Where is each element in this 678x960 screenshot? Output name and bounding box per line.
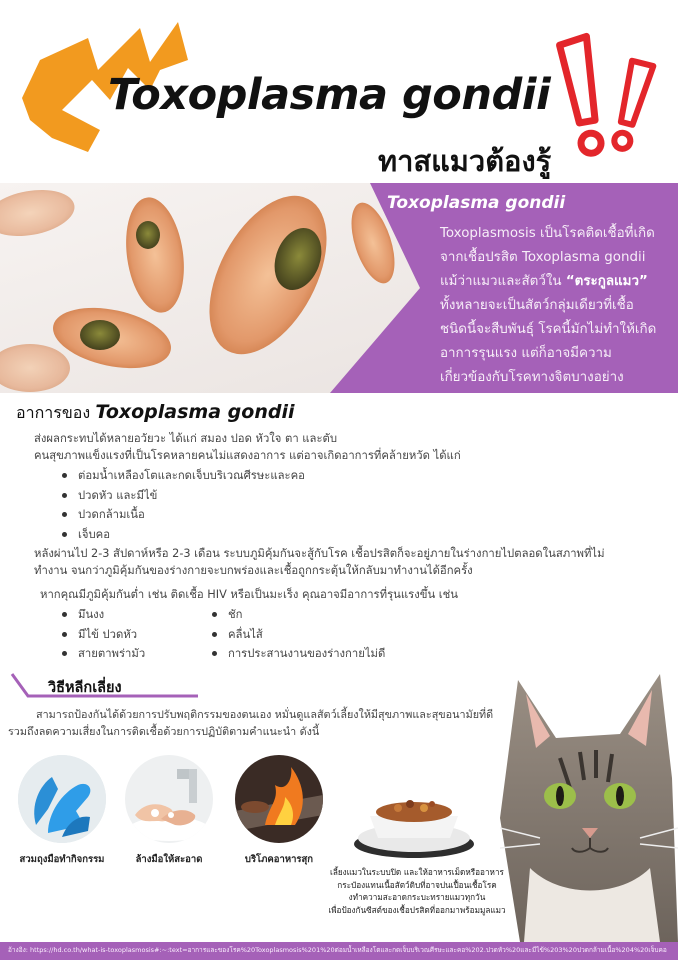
intro-line: ชนิดนี้จะสืบพันธุ์ โรคนี้มักไม่ทำให้เกิด (440, 322, 657, 337)
after-weeks-text: หลังผ่านไป 2-3 สัปดาห์หรือ 2-3 เดือน ระบบภูมิคุ้มกันจะสู้กับโรค เชื้อปรสิตก็จะอยู่ภายในร่างกายไปตลอดในสภาพที่ไม่ (34, 547, 605, 560)
prevention-intro: สามารถป้องกันได้ด้วยการปรับพฤติกรรมของตนเอง หมั่นดูแลสัตว์เลี้ยงให้มีสุขภาพและสุขอนามัยที่ดี (36, 708, 494, 721)
symptoms-intro: ส่งผลกระทบได้หลายอวัยวะ ได้แก่ สมอง ปอด หัวใจ ตา และตับ (34, 432, 338, 445)
grill-caption: บริโภคอาหารสุก (244, 854, 314, 865)
cat-family-highlight: “ตระกูลแมว” (565, 274, 648, 289)
food-caption (312, 866, 522, 916)
list-item: มีไข้ ปวดหัว (62, 625, 145, 645)
page-subtitle: ทาสแมวต้องรู้ (378, 144, 552, 178)
grill-icon (235, 755, 323, 843)
prevention-heading: วิธีหลีกเลี่ยง (48, 680, 122, 696)
intro-text (440, 222, 672, 390)
page-title: Toxoplasma gondii (108, 70, 551, 120)
exclamation-icon (559, 36, 607, 155)
intro-line: เกี่ยวข้องกับโรคทางจิตบางอย่าง (440, 370, 624, 385)
gloves-caption: สวมถุงมือทำกิจกรรม (19, 854, 105, 865)
intro-line: จากเชื้อปรสิต Toxoplasma gondii (440, 250, 646, 265)
list-item: สายตาพร่ามัว (62, 644, 145, 664)
intro-title: Toxoplasma gondii (387, 193, 566, 213)
severe-symptoms-left (62, 605, 145, 664)
symptoms-heading: อาการของ Toxoplasma gondii (16, 401, 295, 423)
list-item: เจ็บคอ (62, 525, 305, 545)
low-immunity-text: หากคุณมีภูมิคุ้มกันต่ำ เช่น ติดเชื้อ HIV หรือเป็นมะเร็ง คุณอาจมีอาการที่รุนแรงขึ้น เช่น (40, 588, 459, 601)
after-weeks-text-2: ทำงาน จนกว่าภูมิคุ้มกันของร่างกายจะบกพร่องและเชื้อถูกกระตุ้นให้กลับมาทำงานได้อีกครั้ง (34, 564, 473, 577)
list-item: ชัก (212, 605, 385, 625)
reference-link[interactable]: อ้างอิง: https://hd.co.th/what-is-toxoplasmosis#:~:text=อาการและของโรค%20Toxoplasmosis%201%20ต่อมน้ำเหลืองโตและกดเจ็บบริเวณศีรษะและคอ%202.ปวดหัว%20และมีไข้%203%20ปวดกล้ามเนื้อ%204%20เจ็บคอ (8, 946, 667, 954)
food-line: เพื่อป้องกันซีสต์ของเชื้อปรสิตที่ออกมาพร้อมมูลแมว (328, 904, 506, 915)
food-bowl-icon (350, 786, 478, 862)
intro-line: ทั้งหลายจะเป็นสัตว์กลุ่มเดียวที่เชื้อ (440, 298, 634, 313)
handwash-caption: ล้างมือให้สะอาด (135, 854, 203, 865)
severe-symptoms-right (212, 605, 385, 664)
food-line: เลี้ยงแมวในระบบปิด และให้อาหารเม็ดหรืออาหาร (330, 867, 504, 877)
list-item: คลื่นไส้ (212, 625, 385, 645)
intro-line: Toxoplasmosis เป็นโรคติดเชื้อที่เกิด (440, 226, 655, 241)
list-item: ต่อมน้ำเหลืองโตและกดเจ็บบริเวณศีรษะและคอ (62, 466, 305, 486)
prevention-intro-2: รวมถึงลดความเสี่ยงในการติดเชื้อด้วยการปฏิบัติตามคำแนะนำ ดังนี้ (8, 725, 320, 738)
intro-line: อาการรุนแรง แต่ก็อาจมีความ (440, 346, 612, 361)
cold-symptoms-list (62, 466, 305, 544)
food-line: กระป๋องแทนเนื้อสัตว์ดิบที่อาจปนเปื้อนเชื้อโรค (337, 879, 497, 890)
handwash-icon (125, 755, 213, 843)
gloves-icon (18, 755, 106, 843)
exclamation-icon (611, 61, 654, 152)
list-item: ปวดหัว และมีไข้ (62, 486, 305, 506)
intro-line: แม้ว่าแมวและสัตว์ใน “ตระกูลแมว” (440, 274, 648, 289)
food-line: งทำความสะอาดกระบะทรายแมวทุกวัน (348, 892, 486, 902)
list-item: การประสานงานของร่างกายไม่ดี (212, 644, 385, 664)
list-item: ปวดกล้ามเนื้อ (62, 505, 305, 525)
cat-image (500, 668, 678, 942)
symptoms-cold-intro: คนสุขภาพแข็งแรงที่เป็นโรคหลายคนไม่แสดงอาการ แต่อาจเกิดอาการที่คล้ายหวัด ได้แก่ (34, 449, 461, 462)
list-item: มึนงง (62, 605, 145, 625)
